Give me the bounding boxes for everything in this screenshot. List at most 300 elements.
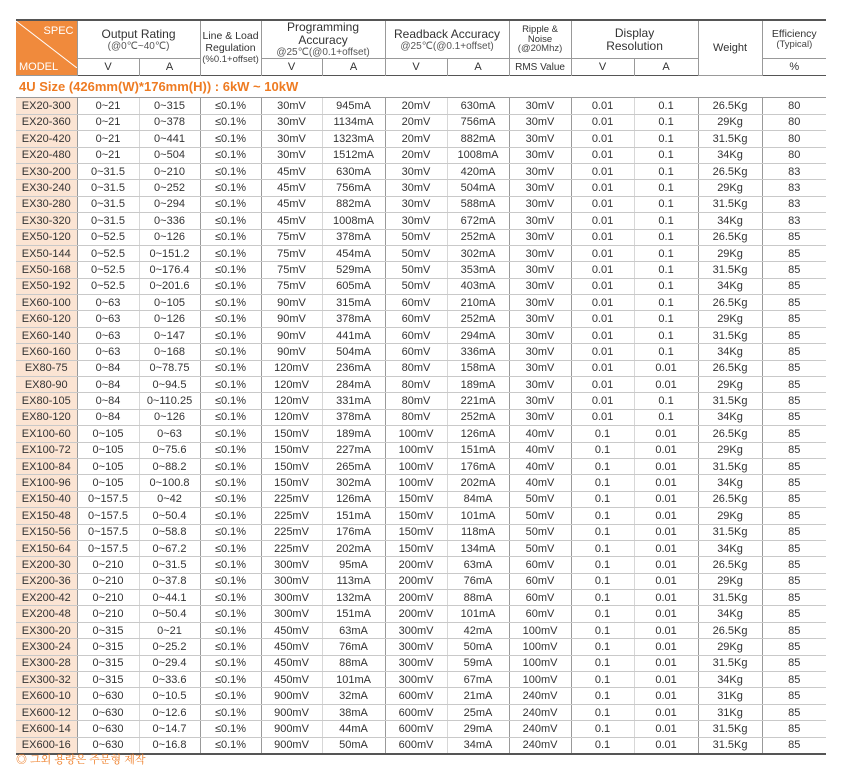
- regulation-cell: ≤0.1%: [200, 262, 261, 278]
- table-row: [16, 278, 826, 294]
- model-cell: EX600-10: [16, 688, 77, 704]
- display-v-cell: 0.01: [571, 344, 634, 360]
- model-cell: EX600-16: [16, 737, 77, 754]
- model-cell: EX30-320: [16, 213, 77, 229]
- programming-v-cell: 30mV: [261, 98, 322, 114]
- programming-v-cell: 30mV: [261, 131, 322, 147]
- regulation-cell: ≤0.1%: [200, 131, 261, 147]
- model-cell: EX200-30: [16, 557, 77, 573]
- readback-a-cell: 672mA: [447, 213, 509, 229]
- efficiency-cell: 85: [762, 393, 826, 409]
- weight-cell: 34Kg: [698, 278, 762, 294]
- efficiency-cell: 85: [762, 229, 826, 245]
- table-row: [16, 721, 826, 737]
- table-row: [16, 688, 826, 704]
- display-v-cell: 0.01: [571, 311, 634, 327]
- programming-a-cell: 529mA: [322, 262, 385, 278]
- display-a-cell: 0.01: [634, 721, 698, 737]
- readback-a-cell: 202mA: [447, 475, 509, 491]
- output-a-cell: 0~63: [139, 426, 200, 442]
- readback-a-cell: 252mA: [447, 409, 509, 425]
- output-v-cell: 0~315: [77, 672, 139, 688]
- display-v-cell: 0.01: [571, 278, 634, 294]
- output-v-cell: 0~157.5: [77, 491, 139, 507]
- ripple-noise-cell: 50mV: [509, 508, 571, 524]
- output-v-cell: 0~31.5: [77, 180, 139, 196]
- display-v-cell: 0.1: [571, 622, 634, 638]
- weight-cell: 26.5Kg: [698, 426, 762, 442]
- output-a-cell: 0~44.1: [139, 590, 200, 606]
- readback-v-cell: 20mV: [385, 131, 447, 147]
- output-a-cell: 0~105: [139, 295, 200, 311]
- programming-v-cell: 150mV: [261, 426, 322, 442]
- programming-a-cell: 202mA: [322, 540, 385, 556]
- output-a-header: A: [139, 59, 200, 76]
- readback-v-cell: 600mV: [385, 704, 447, 720]
- programming-a-cell: 113mA: [322, 573, 385, 589]
- efficiency-cell: 85: [762, 557, 826, 573]
- readback-a-cell: 42mA: [447, 622, 509, 638]
- model-cell: EX30-200: [16, 163, 77, 179]
- display-v-cell: 0.01: [571, 409, 634, 425]
- readback-a-cell: 118mA: [447, 524, 509, 540]
- ripple-noise-cell: 30mV: [509, 147, 571, 163]
- ripple-noise-cell: 100mV: [509, 639, 571, 655]
- readback-v-cell: 600mV: [385, 737, 447, 754]
- output-a-cell: 0~126: [139, 311, 200, 327]
- display-a-cell: 0.1: [634, 409, 698, 425]
- efficiency-header: Efficiency (Typical): [762, 20, 826, 59]
- output-v-cell: 0~315: [77, 655, 139, 671]
- programming-v-cell: 150mV: [261, 442, 322, 458]
- output-a-cell: 0~126: [139, 229, 200, 245]
- efficiency-cell: 83: [762, 213, 826, 229]
- readback-v-cell: 100mV: [385, 458, 447, 474]
- efficiency-cell: 85: [762, 295, 826, 311]
- output-a-cell: 0~110.25: [139, 393, 200, 409]
- ripple-noise-cell: 60mV: [509, 573, 571, 589]
- regulation-cell: ≤0.1%: [200, 475, 261, 491]
- model-cell: EX150-40: [16, 491, 77, 507]
- output-a-cell: 0~37.8: [139, 573, 200, 589]
- ripple-noise-cell: 30mV: [509, 327, 571, 343]
- efficiency-cell: 85: [762, 622, 826, 638]
- ripple-noise-cell: 60mV: [509, 606, 571, 622]
- display-v-cell: 0.01: [571, 377, 634, 393]
- display-v-cell: 0.1: [571, 524, 634, 540]
- readback-a-cell: 101mA: [447, 508, 509, 524]
- efficiency-cell: 85: [762, 442, 826, 458]
- readback-a-cell: 1008mA: [447, 147, 509, 163]
- efficiency-cell: 80: [762, 147, 826, 163]
- output-a-cell: 0~441: [139, 131, 200, 147]
- programming-a-cell: 1134mA: [322, 114, 385, 130]
- output-a-cell: 0~315: [139, 98, 200, 114]
- efficiency-cell: 83: [762, 180, 826, 196]
- weight-cell: 31.5Kg: [698, 590, 762, 606]
- output-v-cell: 0~21: [77, 98, 139, 114]
- programming-a-cell: 882mA: [322, 196, 385, 212]
- readback-v-cell: 50mV: [385, 245, 447, 261]
- output-a-cell: 0~151.2: [139, 245, 200, 261]
- ripple-noise-cell: 30mV: [509, 409, 571, 425]
- readback-v-cell: 80mV: [385, 409, 447, 425]
- ripple-noise-cell: 50mV: [509, 540, 571, 556]
- ripple-noise-cell: 30mV: [509, 229, 571, 245]
- model-cell: EX80-90: [16, 377, 77, 393]
- readback-a-cell: 353mA: [447, 262, 509, 278]
- programming-a-header: A: [322, 59, 385, 76]
- display-v-cell: 0.1: [571, 721, 634, 737]
- table-row: [16, 393, 826, 409]
- model-cell: EX600-12: [16, 704, 77, 720]
- ripple-noise-cell: 50mV: [509, 524, 571, 540]
- ripple-noise-cell: 40mV: [509, 442, 571, 458]
- programming-a-cell: 151mA: [322, 508, 385, 524]
- efficiency-unit-header: %: [762, 59, 826, 76]
- weight-cell: 31Kg: [698, 704, 762, 720]
- weight-cell: 31.5Kg: [698, 262, 762, 278]
- table-row: [16, 229, 826, 245]
- weight-cell: 34Kg: [698, 213, 762, 229]
- readback-v-cell: 600mV: [385, 688, 447, 704]
- efficiency-cell: 85: [762, 278, 826, 294]
- display-a-cell: 0.01: [634, 475, 698, 491]
- readback-accuracy-header: Readback Accuracy @25℃(@0.1+offset): [385, 20, 509, 59]
- ripple-noise-cell: 30mV: [509, 393, 571, 409]
- regulation-cell: ≤0.1%: [200, 524, 261, 540]
- ripple-noise-cell: 100mV: [509, 672, 571, 688]
- readback-v-cell: 50mV: [385, 278, 447, 294]
- programming-a-cell: 44mA: [322, 721, 385, 737]
- section-title: 4U Size (426mm(W)*176mm(H)) : 6kW ~ 10kW: [16, 76, 826, 98]
- regulation-cell: ≤0.1%: [200, 557, 261, 573]
- regulation-cell: ≤0.1%: [200, 360, 261, 376]
- weight-cell: 29Kg: [698, 442, 762, 458]
- weight-cell: 31.5Kg: [698, 737, 762, 754]
- model-cell: EX50-144: [16, 245, 77, 261]
- display-a-cell: 0.1: [634, 278, 698, 294]
- display-v-cell: 0.1: [571, 639, 634, 655]
- ripple-noise-cell: 30mV: [509, 360, 571, 376]
- table-row: [16, 196, 826, 212]
- display-v-cell: 0.1: [571, 655, 634, 671]
- table-row: [16, 655, 826, 671]
- model-cell: EX20-420: [16, 131, 77, 147]
- display-v-cell: 0.01: [571, 262, 634, 278]
- display-a-header: A: [634, 59, 698, 76]
- output-v-cell: 0~315: [77, 622, 139, 638]
- display-a-cell: 0.01: [634, 540, 698, 556]
- output-v-cell: 0~52.5: [77, 262, 139, 278]
- regulation-cell: ≤0.1%: [200, 245, 261, 261]
- display-v-cell: 0.01: [571, 147, 634, 163]
- ripple-noise-cell: 40mV: [509, 426, 571, 442]
- output-v-cell: 0~21: [77, 114, 139, 130]
- model-cell: EX60-160: [16, 344, 77, 360]
- display-v-cell: 0.01: [571, 327, 634, 343]
- weight-cell: 31.5Kg: [698, 524, 762, 540]
- efficiency-cell: 85: [762, 524, 826, 540]
- output-a-cell: 0~336: [139, 213, 200, 229]
- ripple-noise-cell: 30mV: [509, 180, 571, 196]
- regulation-cell: ≤0.1%: [200, 278, 261, 294]
- weight-cell: 31.5Kg: [698, 196, 762, 212]
- regulation-cell: ≤0.1%: [200, 377, 261, 393]
- display-a-cell: 0.1: [634, 213, 698, 229]
- readback-v-cell: 300mV: [385, 655, 447, 671]
- efficiency-cell: 83: [762, 196, 826, 212]
- output-a-cell: 0~168: [139, 344, 200, 360]
- model-cell: EX150-48: [16, 508, 77, 524]
- weight-cell: 26.5Kg: [698, 295, 762, 311]
- display-v-cell: 0.1: [571, 442, 634, 458]
- output-a-cell: 0~29.4: [139, 655, 200, 671]
- weight-cell: 34Kg: [698, 540, 762, 556]
- ripple-noise-cell: 40mV: [509, 458, 571, 474]
- regulation-cell: ≤0.1%: [200, 688, 261, 704]
- model-cell: EX200-48: [16, 606, 77, 622]
- display-a-cell: 0.01: [634, 442, 698, 458]
- programming-v-cell: 90mV: [261, 295, 322, 311]
- display-resolution-header: Display Resolution: [571, 20, 698, 59]
- regulation-cell: ≤0.1%: [200, 213, 261, 229]
- table-row: [16, 360, 826, 376]
- output-v-cell: 0~630: [77, 737, 139, 754]
- efficiency-cell: 85: [762, 245, 826, 261]
- model-cell: EX100-96: [16, 475, 77, 491]
- programming-v-cell: 450mV: [261, 672, 322, 688]
- display-v-cell: 0.01: [571, 114, 634, 130]
- readback-a-cell: 882mA: [447, 131, 509, 147]
- programming-a-cell: 504mA: [322, 344, 385, 360]
- display-a-cell: 0.1: [634, 245, 698, 261]
- table-row: [16, 213, 826, 229]
- programming-a-cell: 945mA: [322, 98, 385, 114]
- programming-a-cell: 284mA: [322, 377, 385, 393]
- table-row: [16, 704, 826, 720]
- programming-v-cell: 75mV: [261, 262, 322, 278]
- readback-a-cell: 420mA: [447, 163, 509, 179]
- programming-v-cell: 120mV: [261, 360, 322, 376]
- display-v-cell: 0.01: [571, 295, 634, 311]
- model-cell: EX80-75: [16, 360, 77, 376]
- efficiency-cell: 85: [762, 590, 826, 606]
- programming-v-cell: 150mV: [261, 475, 322, 491]
- spec-model-header: [16, 20, 77, 76]
- readback-a-cell: 403mA: [447, 278, 509, 294]
- display-v-cell: 0.1: [571, 573, 634, 589]
- output-a-cell: 0~10.5: [139, 688, 200, 704]
- ripple-noise-cell: 30mV: [509, 98, 571, 114]
- readback-a-cell: 34mA: [447, 737, 509, 754]
- readback-v-cell: 80mV: [385, 360, 447, 376]
- display-a-cell: 0.01: [634, 655, 698, 671]
- model-label: MODEL: [19, 61, 59, 74]
- output-v-cell: 0~31.5: [77, 213, 139, 229]
- ripple-noise-cell: 30mV: [509, 196, 571, 212]
- regulation-cell: ≤0.1%: [200, 327, 261, 343]
- output-a-cell: 0~50.4: [139, 606, 200, 622]
- readback-v-cell: 60mV: [385, 344, 447, 360]
- output-v-cell: 0~63: [77, 327, 139, 343]
- display-a-cell: 0.1: [634, 393, 698, 409]
- weight-cell: 26.5Kg: [698, 622, 762, 638]
- table-row: [16, 573, 826, 589]
- display-v-cell: 0.01: [571, 229, 634, 245]
- output-v-cell: 0~157.5: [77, 540, 139, 556]
- efficiency-cell: 85: [762, 311, 826, 327]
- table-row: [16, 491, 826, 507]
- regulation-cell: ≤0.1%: [200, 508, 261, 524]
- ripple-noise-cell: 30mV: [509, 163, 571, 179]
- display-v-cell: 0.01: [571, 131, 634, 147]
- ripple-noise-cell: 240mV: [509, 704, 571, 720]
- regulation-cell: ≤0.1%: [200, 458, 261, 474]
- output-v-cell: 0~84: [77, 377, 139, 393]
- model-cell: EX100-72: [16, 442, 77, 458]
- table-row: [16, 98, 826, 114]
- display-v-cell: 0.1: [571, 458, 634, 474]
- regulation-cell: ≤0.1%: [200, 229, 261, 245]
- readback-v-cell: 600mV: [385, 721, 447, 737]
- regulation-cell: ≤0.1%: [200, 409, 261, 425]
- output-a-cell: 0~176.4: [139, 262, 200, 278]
- output-a-cell: 0~94.5: [139, 377, 200, 393]
- table-row: [16, 442, 826, 458]
- readback-v-cell: 200mV: [385, 606, 447, 622]
- model-cell: EX60-140: [16, 327, 77, 343]
- output-a-cell: 0~14.7: [139, 721, 200, 737]
- display-v-cell: 0.01: [571, 98, 634, 114]
- model-cell: EX50-120: [16, 229, 77, 245]
- programming-a-cell: 101mA: [322, 672, 385, 688]
- model-cell: EX300-24: [16, 639, 77, 655]
- weight-cell: 34Kg: [698, 672, 762, 688]
- programming-v-cell: 120mV: [261, 409, 322, 425]
- output-v-cell: 0~31.5: [77, 196, 139, 212]
- efficiency-cell: 85: [762, 688, 826, 704]
- efficiency-cell: 85: [762, 475, 826, 491]
- table-row: [16, 245, 826, 261]
- model-cell: EX80-105: [16, 393, 77, 409]
- output-v-cell: 0~21: [77, 131, 139, 147]
- display-v-cell: 0.1: [571, 672, 634, 688]
- regulation-cell: ≤0.1%: [200, 721, 261, 737]
- readback-v-cell: 20mV: [385, 147, 447, 163]
- programming-v-cell: 75mV: [261, 245, 322, 261]
- programming-v-cell: 450mV: [261, 655, 322, 671]
- display-v-cell: 0.01: [571, 393, 634, 409]
- table-row: [16, 508, 826, 524]
- efficiency-cell: 85: [762, 655, 826, 671]
- readback-v-cell: 150mV: [385, 540, 447, 556]
- output-a-cell: 0~58.8: [139, 524, 200, 540]
- readback-v-cell: 100mV: [385, 442, 447, 458]
- display-a-cell: 0.01: [634, 704, 698, 720]
- programming-v-cell: 300mV: [261, 573, 322, 589]
- table-row: [16, 475, 826, 491]
- regulation-cell: ≤0.1%: [200, 737, 261, 754]
- efficiency-cell: 85: [762, 458, 826, 474]
- readback-v-cell: 30mV: [385, 196, 447, 212]
- readback-v-header: V: [385, 59, 447, 76]
- weight-cell: 29Kg: [698, 639, 762, 655]
- output-rating-header: Output Rating (@0℃~40℃): [77, 20, 200, 59]
- weight-cell: 29Kg: [698, 573, 762, 589]
- ripple-noise-cell: 30mV: [509, 377, 571, 393]
- readback-v-cell: 200mV: [385, 573, 447, 589]
- readback-a-cell: 88mA: [447, 590, 509, 606]
- table-row: [16, 295, 826, 311]
- programming-a-cell: 265mA: [322, 458, 385, 474]
- programming-a-cell: 76mA: [322, 639, 385, 655]
- programming-v-cell: 900mV: [261, 721, 322, 737]
- display-a-cell: 0.1: [634, 163, 698, 179]
- output-v-cell: 0~31.5: [77, 163, 139, 179]
- table-row: [16, 458, 826, 474]
- display-a-cell: 0.01: [634, 737, 698, 754]
- readback-v-cell: 300mV: [385, 639, 447, 655]
- table-row: [16, 606, 826, 622]
- display-v-cell: 0.1: [571, 737, 634, 754]
- model-cell: EX60-120: [16, 311, 77, 327]
- display-a-cell: 0.1: [634, 131, 698, 147]
- model-cell: EX200-36: [16, 573, 77, 589]
- programming-v-cell: 75mV: [261, 278, 322, 294]
- display-a-cell: 0.1: [634, 147, 698, 163]
- efficiency-cell: 85: [762, 704, 826, 720]
- display-a-cell: 0.01: [634, 606, 698, 622]
- readback-a-cell: 252mA: [447, 311, 509, 327]
- programming-a-cell: 88mA: [322, 655, 385, 671]
- output-a-cell: 0~210: [139, 163, 200, 179]
- efficiency-cell: 83: [762, 163, 826, 179]
- efficiency-cell: 85: [762, 639, 826, 655]
- display-a-cell: 0.01: [634, 458, 698, 474]
- programming-v-cell: 45mV: [261, 196, 322, 212]
- display-a-cell: 0.01: [634, 573, 698, 589]
- table-row: [16, 327, 826, 343]
- weight-cell: 31Kg: [698, 688, 762, 704]
- programming-a-cell: 50mA: [322, 737, 385, 754]
- programming-a-cell: 454mA: [322, 245, 385, 261]
- output-a-cell: 0~21: [139, 622, 200, 638]
- display-v-cell: 0.01: [571, 180, 634, 196]
- display-a-cell: 0.01: [634, 360, 698, 376]
- regulation-cell: ≤0.1%: [200, 442, 261, 458]
- readback-a-cell: 67mA: [447, 672, 509, 688]
- output-v-cell: 0~52.5: [77, 229, 139, 245]
- output-v-cell: 0~210: [77, 573, 139, 589]
- readback-v-cell: 30mV: [385, 213, 447, 229]
- programming-v-cell: 900mV: [261, 704, 322, 720]
- table-row: [16, 147, 826, 163]
- ripple-noise-cell: 50mV: [509, 491, 571, 507]
- ripple-noise-cell: 30mV: [509, 295, 571, 311]
- display-v-cell: 0.01: [571, 245, 634, 261]
- programming-accuracy-header: Programming Accuracy @25℃(@0.1+offset): [261, 20, 385, 59]
- display-a-cell: 0.01: [634, 524, 698, 540]
- readback-a-cell: 76mA: [447, 573, 509, 589]
- regulation-cell: ≤0.1%: [200, 147, 261, 163]
- weight-cell: 31.5Kg: [698, 721, 762, 737]
- readback-v-cell: 300mV: [385, 622, 447, 638]
- output-a-cell: 0~504: [139, 147, 200, 163]
- display-a-cell: 0.01: [634, 377, 698, 393]
- table-row: [16, 672, 826, 688]
- table-row: [16, 426, 826, 442]
